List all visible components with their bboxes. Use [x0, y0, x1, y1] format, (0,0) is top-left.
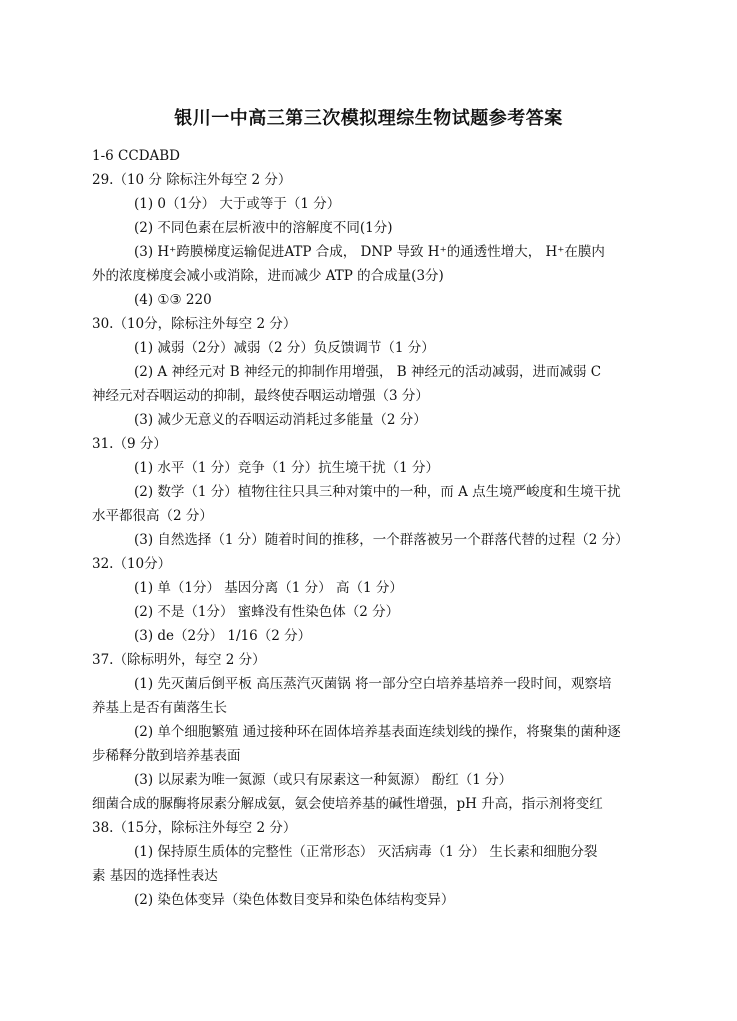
q29-part-3: (3) H⁺跨膜梯度运输促进ATP 合成， DNP 导致 H⁺的通透性增大， H⁺在膜内	[134, 244, 605, 260]
q32-part-3: (3) de（2分） 1/16（2 分）	[134, 628, 312, 644]
q31-part-2-cont: 水平都很高（2 分）	[92, 508, 213, 524]
q30-part-2-cont: 神经元对吞咽运动的抑制，最终使吞咽运动增强（3 分）	[92, 388, 429, 404]
question-29-header: 29.（10 分 除标注外每空 2 分）	[92, 172, 292, 188]
q31-part-3: (3) 自然选择（1 分）随着时间的推移，一个群落被另一个群落代替的过程（2 分）	[134, 532, 629, 548]
q29-part-2: (2) 不同色素在层析液中的溶解度不同(1分)	[134, 220, 393, 236]
document-title: 银川一中高三第三次模拟理综生物试题参考答案	[174, 108, 563, 129]
q37-part-1: (1) 先灭菌后倒平板 高压蒸汽灭菌锅 将一部分空白培养基培养一段时间，观察培	[134, 676, 612, 692]
q32-part-2: (2) 不是（1分） 蜜蜂没有性染色体（2 分）	[134, 604, 400, 620]
question-37-header: 37.（除标明外，每空 2 分）	[92, 652, 266, 668]
q37-part-2: (2) 单个细胞繁殖 通过接种环在固体培养基表面连续划线的操作，将聚集的菌种逐	[134, 724, 621, 740]
q38-part-1-cont: 素 基因的选择性表达	[92, 868, 218, 884]
q37-part-3-cont: 细菌合成的脲酶将尿素分解成氨，氨会使培养基的碱性增强，pH 升高，指示剂将变红	[92, 796, 603, 812]
q38-part-1: (1) 保持原生质体的完整性（正常形态） 灭活病毒（1 分） 生长素和细胞分裂	[134, 844, 598, 860]
q37-part-2-cont: 步稀释分散到培养基表面	[92, 748, 241, 764]
question-38-header: 38.（15分，除标注外每空 2 分）	[92, 820, 297, 836]
q30-part-3: (3) 减少无意义的吞咽运动消耗过多能量（2 分）	[134, 412, 427, 428]
question-31-header: 31.（9 分）	[92, 436, 167, 452]
question-32-header: 32.（10分）	[92, 556, 172, 572]
q30-part-1: (1) 减弱（2分）减弱（2 分）负反馈调节（1 分）	[134, 340, 435, 356]
q37-part-3: (3) 以尿素为唯一氮源（或只有尿素这一种氮源） 酚红（1 分）	[134, 772, 513, 788]
q32-part-1: (1) 单（1分） 基因分离（1 分） 高（1 分）	[134, 580, 403, 596]
q29-part-1: (1) 0（1分） 大于或等于（1 分）	[134, 196, 341, 212]
q38-part-2: (2) 染色体变异（染色体数目变异和染色体结构变异）	[134, 892, 455, 908]
q31-part-2: (2) 数学（1 分）植物往往只具三种对策中的一种，而 A 点生境严峻度和生境干扰	[134, 484, 621, 500]
question-30-header: 30.（10分，除标注外每空 2 分）	[92, 316, 297, 332]
q37-part-1-cont: 养基上是否有菌落生长	[92, 700, 227, 716]
q29-part-3-cont: 外的浓度梯度会减小或消除，进而减少 ATP 的合成量(3分)	[92, 268, 444, 284]
answer-line-mc: 1-6 CCDABD	[92, 148, 181, 164]
q29-part-4: (4) ①③ 220	[134, 292, 212, 308]
q31-part-1: (1) 水平（1 分）竞争（1 分）抗生境干扰（1 分）	[134, 460, 440, 476]
q30-part-2: (2) A 神经元对 B 神经元的抑制作用增强， B 神经元的活动减弱，进而减弱 C	[134, 364, 602, 380]
